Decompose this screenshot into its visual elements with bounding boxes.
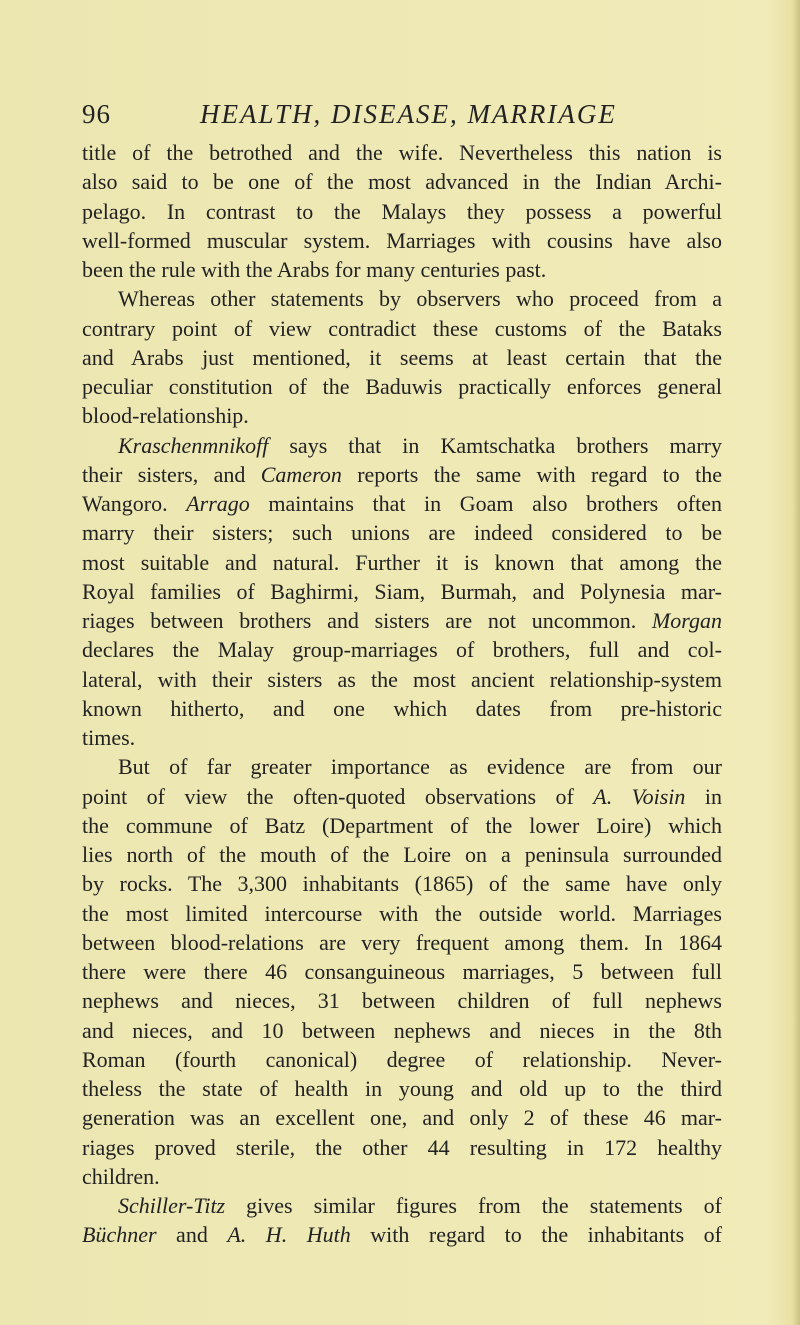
text-line: Roman (fourth canonical) degree of relationship. Never-	[82, 1046, 722, 1072]
text-line: nephews and nieces, 31 between children of full nephews	[82, 988, 722, 1014]
text-line: children.	[82, 1163, 160, 1189]
text-line: times.	[82, 725, 136, 750]
text-line: their sisters, and Cameron reports the same with regard to the	[82, 461, 722, 487]
text-line: known hitherto, and one which dates from pre-historic	[82, 695, 722, 721]
text-line: the commune of Batz (Department of the lower Loire) which	[82, 812, 722, 838]
text-line: contrary point of view contradict these customs of the Bataks	[82, 315, 722, 341]
text-line: between blood-relations are very frequent among them. In 1864	[82, 929, 722, 955]
author-name: Cameron	[260, 461, 342, 487]
text-line: Büchner and A. H. Huth with regard to the inhabitants of	[82, 1222, 722, 1248]
text-line: Kraschenmnikoff says that in Kamtschatka brothers marry	[118, 432, 722, 458]
text-line: generation was an excellent one, and only 2 of these 46 mar-	[82, 1105, 722, 1131]
text-line: and Arabs just mentioned, it seems at least certain that the	[82, 344, 722, 370]
text-line: theless the state of health in young and old up to the third	[82, 1076, 722, 1101]
text-line: there were there 46 consanguineous marriages, 5 between full	[82, 959, 722, 984]
running-head: HEALTH, DISEASE, MARRIAGE	[200, 99, 617, 129]
text-line: marry their sisters; such unions are indeed considered to be	[82, 520, 722, 546]
author-name: A. H. Huth	[227, 1222, 351, 1248]
text-line: lies north of the mouth of the Loire on a peninsula surrounded	[82, 842, 722, 867]
text-line: Royal families of Baghirmi, Siam, Burmah, and Polynesia mar-	[82, 578, 722, 604]
text-line: declares the Malay group-marriages of brothers, full and col-	[82, 637, 722, 663]
text-line: the most limited intercourse with the outside world. Marriages	[82, 900, 722, 926]
text-line: blood-relationship.	[82, 403, 249, 429]
text-line: Wangoro. Arrago maintains that in Goam also brothers often	[82, 491, 723, 516]
page-edge-shadow	[792, 0, 800, 1325]
text-line: most suitable and natural. Further it is known that among the	[82, 549, 722, 575]
author-name: Arrago	[186, 491, 250, 516]
text-line: riages proved sterile, the other 44 resulting in 172 healthy	[82, 1134, 722, 1160]
text-line: point of view the often-quoted observations of A. Voisin in	[82, 783, 722, 809]
author-name: Morgan	[651, 608, 722, 633]
text-line: well-formed muscular system. Marriages with cousins have also	[82, 227, 722, 253]
page-header	[82, 94, 722, 134]
text-line: Whereas other statements by observers who proceed from a	[118, 286, 722, 312]
text-line: and nieces, and 10 between nephews and nieces in the 8th	[82, 1017, 722, 1043]
text-line: Schiller-Titz gives similar figures from the statements of	[118, 1193, 722, 1218]
author-name: Schiller-Titz	[118, 1193, 226, 1218]
text-line: But of far greater importance as evidence are from our	[118, 754, 722, 780]
text-line: also said to be one of the most advanced in the Indian Archi-	[82, 169, 722, 195]
text-line: pelago. In contrast to the Malays they possess a powerful	[82, 198, 722, 224]
text-line: peculiar constitution of the Baduwis practically enforces general	[82, 374, 722, 399]
author-name: A. Voisin	[593, 783, 686, 809]
author-name: Büchner	[82, 1222, 157, 1248]
text-line: lateral, with their sisters as the most ancient relationship-system	[82, 666, 722, 692]
text-line: by rocks. The 3,300 inhabitants (1865) of the same have only	[82, 871, 722, 897]
body-text	[82, 138, 722, 1250]
page-number: 96	[82, 99, 111, 129]
text-line: been the rule with the Arabs for many centuries past.	[82, 257, 547, 282]
text-line: riages between brothers and sisters are not uncommon. Morgan	[82, 608, 722, 633]
text-line: title of the betrothed and the wife. Nevertheless this nation is	[82, 140, 722, 165]
author-name: Kraschenmnikoff	[118, 432, 269, 458]
